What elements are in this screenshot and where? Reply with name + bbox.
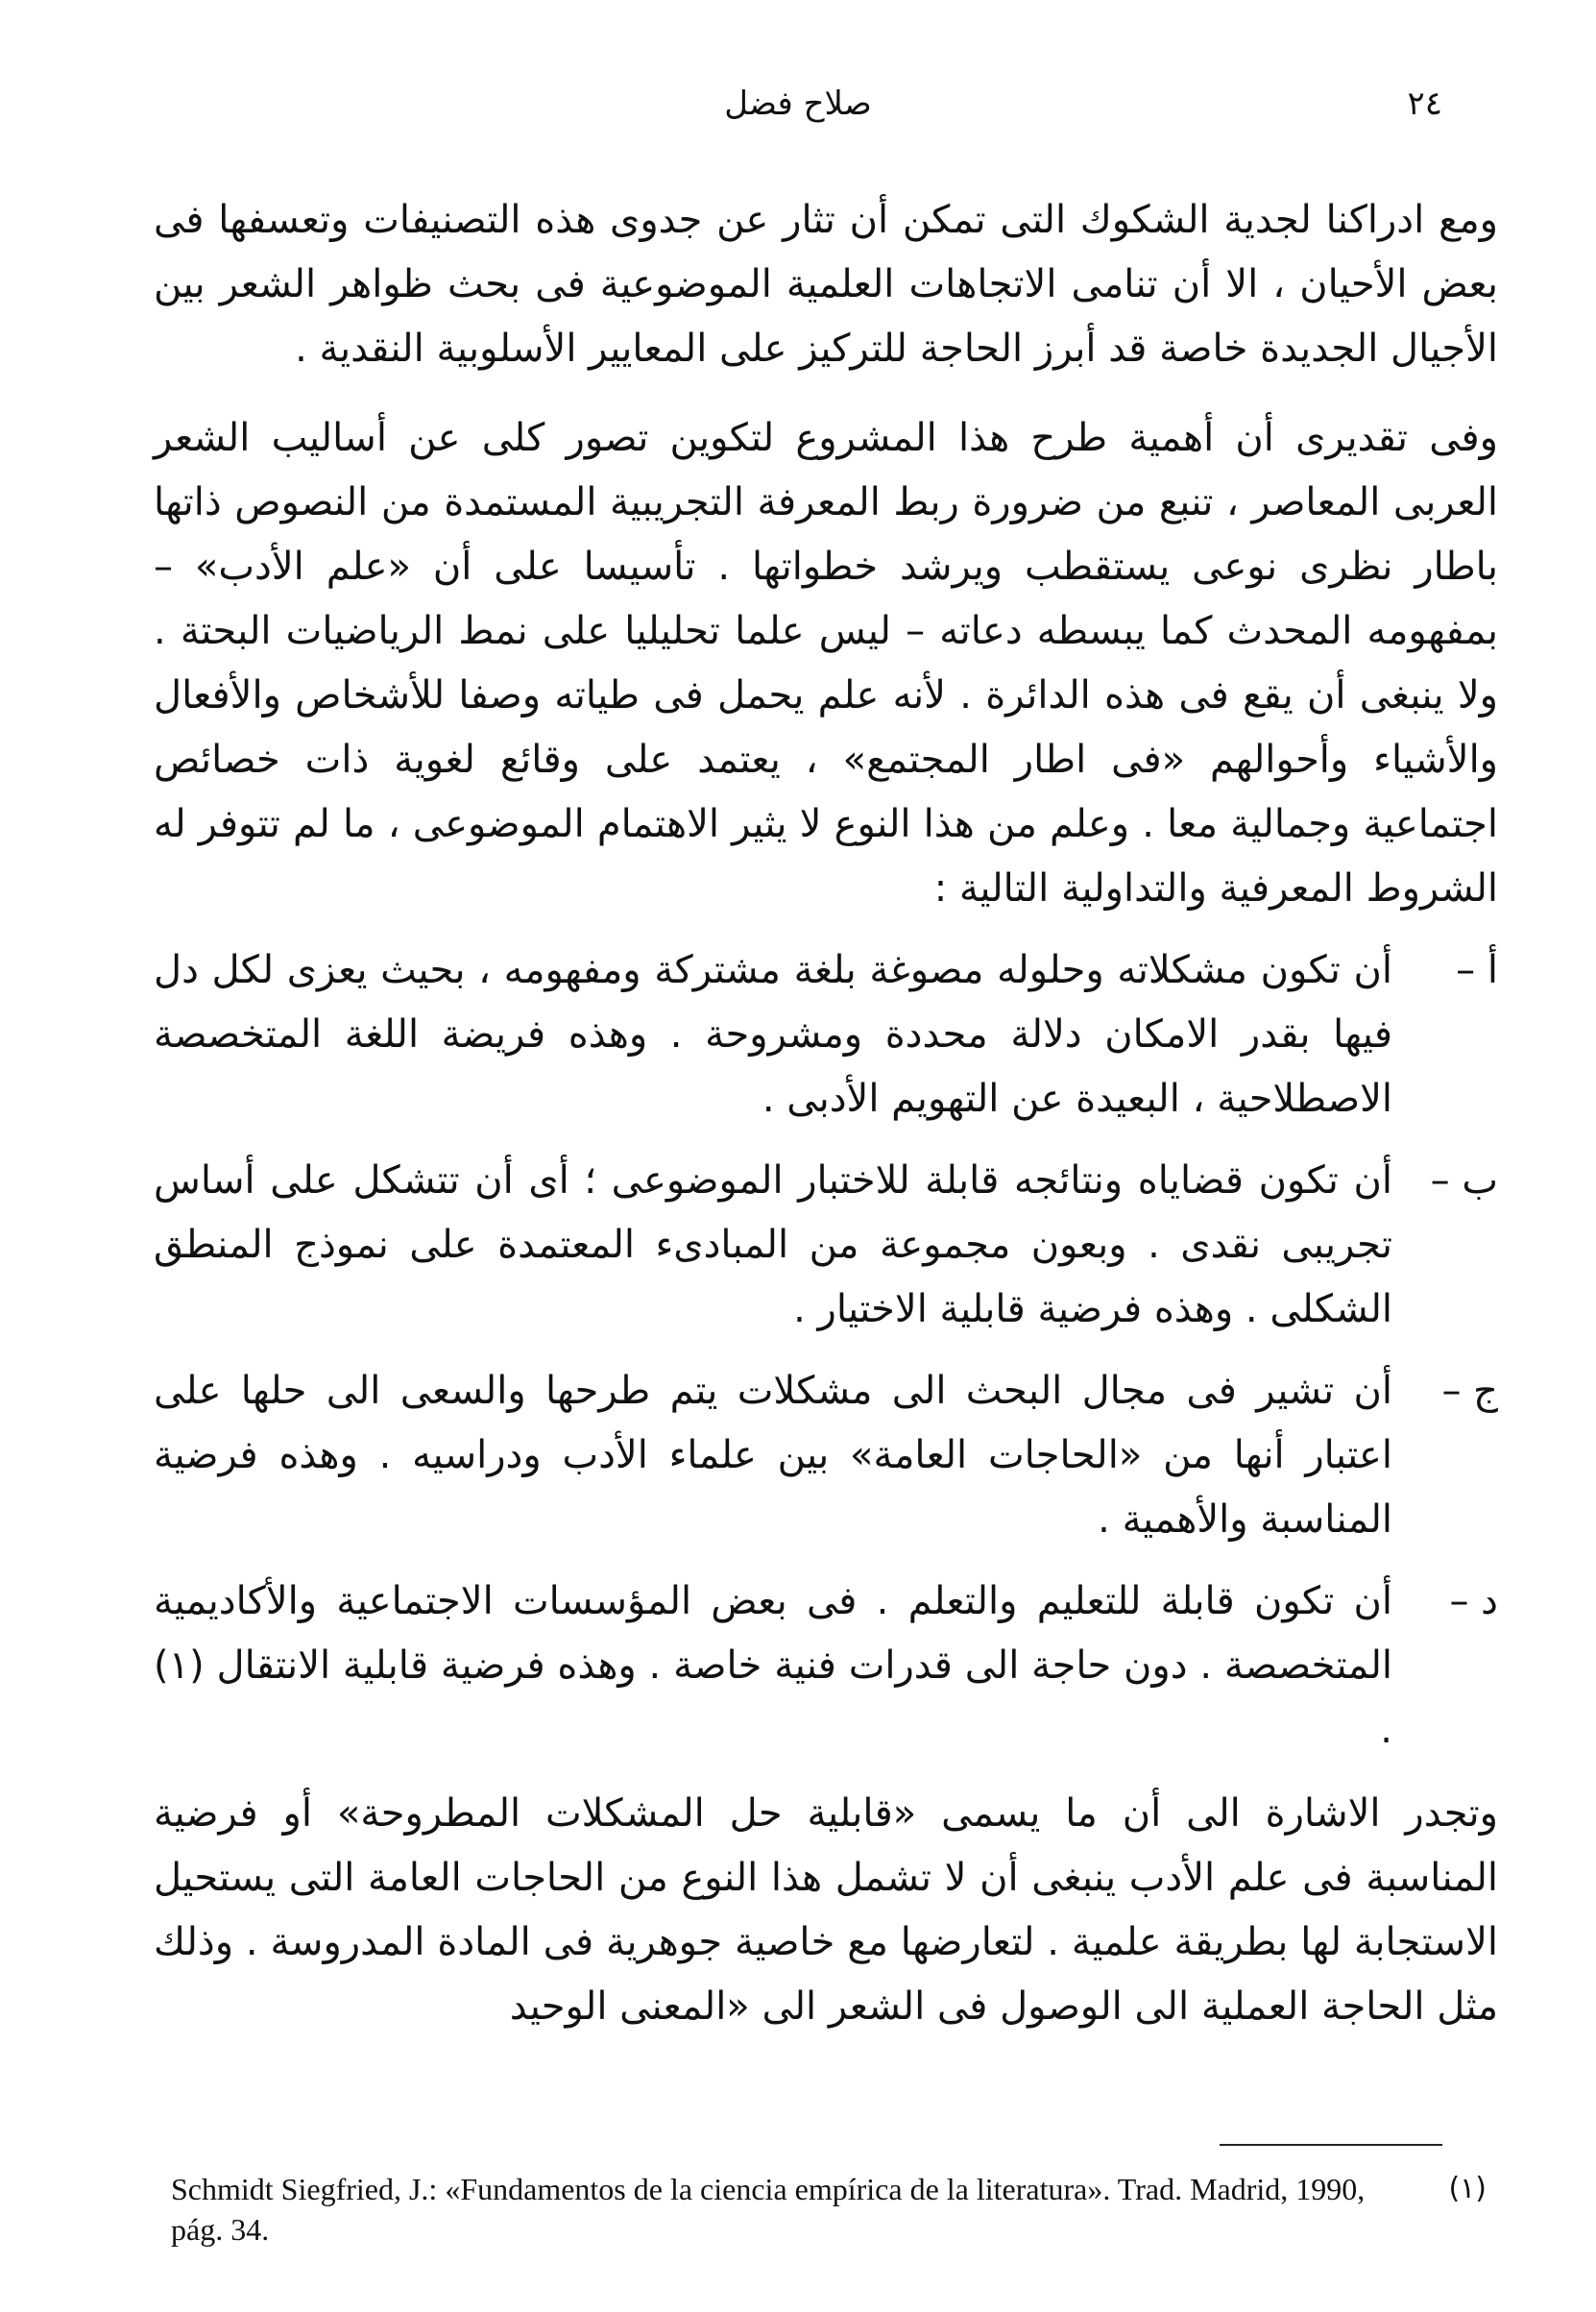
paragraph-1: ومع ادراكنا لجدية الشكوك التى تمكن أن تثار عن جدوى هذه التصنيفات وتعسفها فى بعض الأحيان ، الا أن تنامى الاتجاهات العلمية الموضوعية فى بحث ظواهر الشعر بين الأجيال الجديدة خاصة قد أبرز الحاجة للتركيز على المعايير الأسلوبية النقدية . <box>154 198 1498 371</box>
list-item <box>154 938 1498 1132</box>
closing-paragraph: وتجدر الاشارة الى أن ما يسمى «قابلية حل المشكلات المطروحة» أو فرضية المناسبة فى علم الأدب ينبغى أن لا تشمل هذا النوع من الحاجات العامة التى يستحيل الاستجابة لها بطريقة علمية . لتعارضها مع خاصية جوهرية فى المادة المدروسة . وذلك مثل الحاجة العملية الى الوصول فى الشعر الى «المعنى الوحيد <box>154 1791 1498 2029</box>
list-item <box>154 1149 1498 1342</box>
footnote-marker: (١) <box>1448 2172 1487 2205</box>
page-number: ٢٤ <box>1407 85 1442 123</box>
list-marker: أ – <box>1456 948 1498 992</box>
body-text <box>154 188 1498 2056</box>
list-item <box>154 1570 1498 1763</box>
page-header <box>154 85 1442 131</box>
list-item-text: أن تكون قضاياه ونتائجه قابلة للاختبار الموضوعى ؛ أى أن تتشكل على أساس تجريبى نقدى . وبعون مجموعة من المبادىء المعتمدة على نموذج المنطق الشكلى . وهذه فرضية قابلية الاختيار . <box>154 1158 1392 1331</box>
footnote <box>171 2169 1487 2250</box>
list-item <box>154 1359 1498 1552</box>
list-item-text: أن تكون مشكلاته وحلوله مصوغة بلغة مشتركة ومفهومه ، بحيث يعزى لكل دل فيها بقدر الامكان دلالة محددة ومشروحة . وهذه فريضة اللغة المتخصصة الاصطلاحية ، البعيدة عن التهويم الأدبى . <box>154 948 1392 1121</box>
running-head-author: صلاح فضل <box>724 85 872 123</box>
conditions-list <box>154 938 1498 1763</box>
paragraph-2: وفى تقديرى أن أهمية طرح هذا المشروع لتكوين تصور كلى عن أساليب الشعر العربى المعاصر ، تنبع من ضرورة ربط المعرفة التجريبية المستمدة من النصوص ذاتها باطار نظرى نوعى يستقطب ويرشد خطواتها . تأسيسا على أن «علم الأدب» – بمفهومه المحدث كما يبسطه دعاته – ليس علما تحليليا على نمط الرياضيات البحتة . ولا ينبغى أن يقع فى هذه الدائرة . لأنه علم يحمل فى طياته وصفا للأشخاص والأفعال والأشياء وأحوالهم «فى اطار المجتمع» ، يعتمد على وقائع لغوية ذات خصائص اجتماعية وجمالية معا . وعلم من هذا النوع لا يثير الاهتمام الموضوعى ، ما لم تتوفر له الشروط المعرفية والتداولية التالية : <box>154 416 1498 911</box>
list-marker: ب – <box>1430 1158 1498 1203</box>
list-item-text: أن تشير فى مجال البحث الى مشكلات يتم طرحها والسعى الى حلها على اعتبار أنها من «الحاجات العامة» بين علماء الأدب ودراسيه . وهذه فرضية المناسبة والأهمية . <box>154 1369 1392 1542</box>
footnote-text: Schmidt Siegfried, J.: «Fundamentos de la ciencia empírica de la literatura». Trad. Madrid, 1990, pág. 34. <box>171 2172 1366 2247</box>
list-marker: ج – <box>1441 1369 1498 1413</box>
list-marker: د – <box>1449 1579 1498 1623</box>
list-item-text: أن تكون قابلة للتعليم والتعلم . فى بعض المؤسسات الاجتماعية والأكاديمية المتخصصة . دون حاجة الى قدرات فنية خاصة . وهذه فرضية قابلية الانتقال (١) . <box>154 1579 1392 1752</box>
footnote-divider <box>1220 2144 1442 2146</box>
